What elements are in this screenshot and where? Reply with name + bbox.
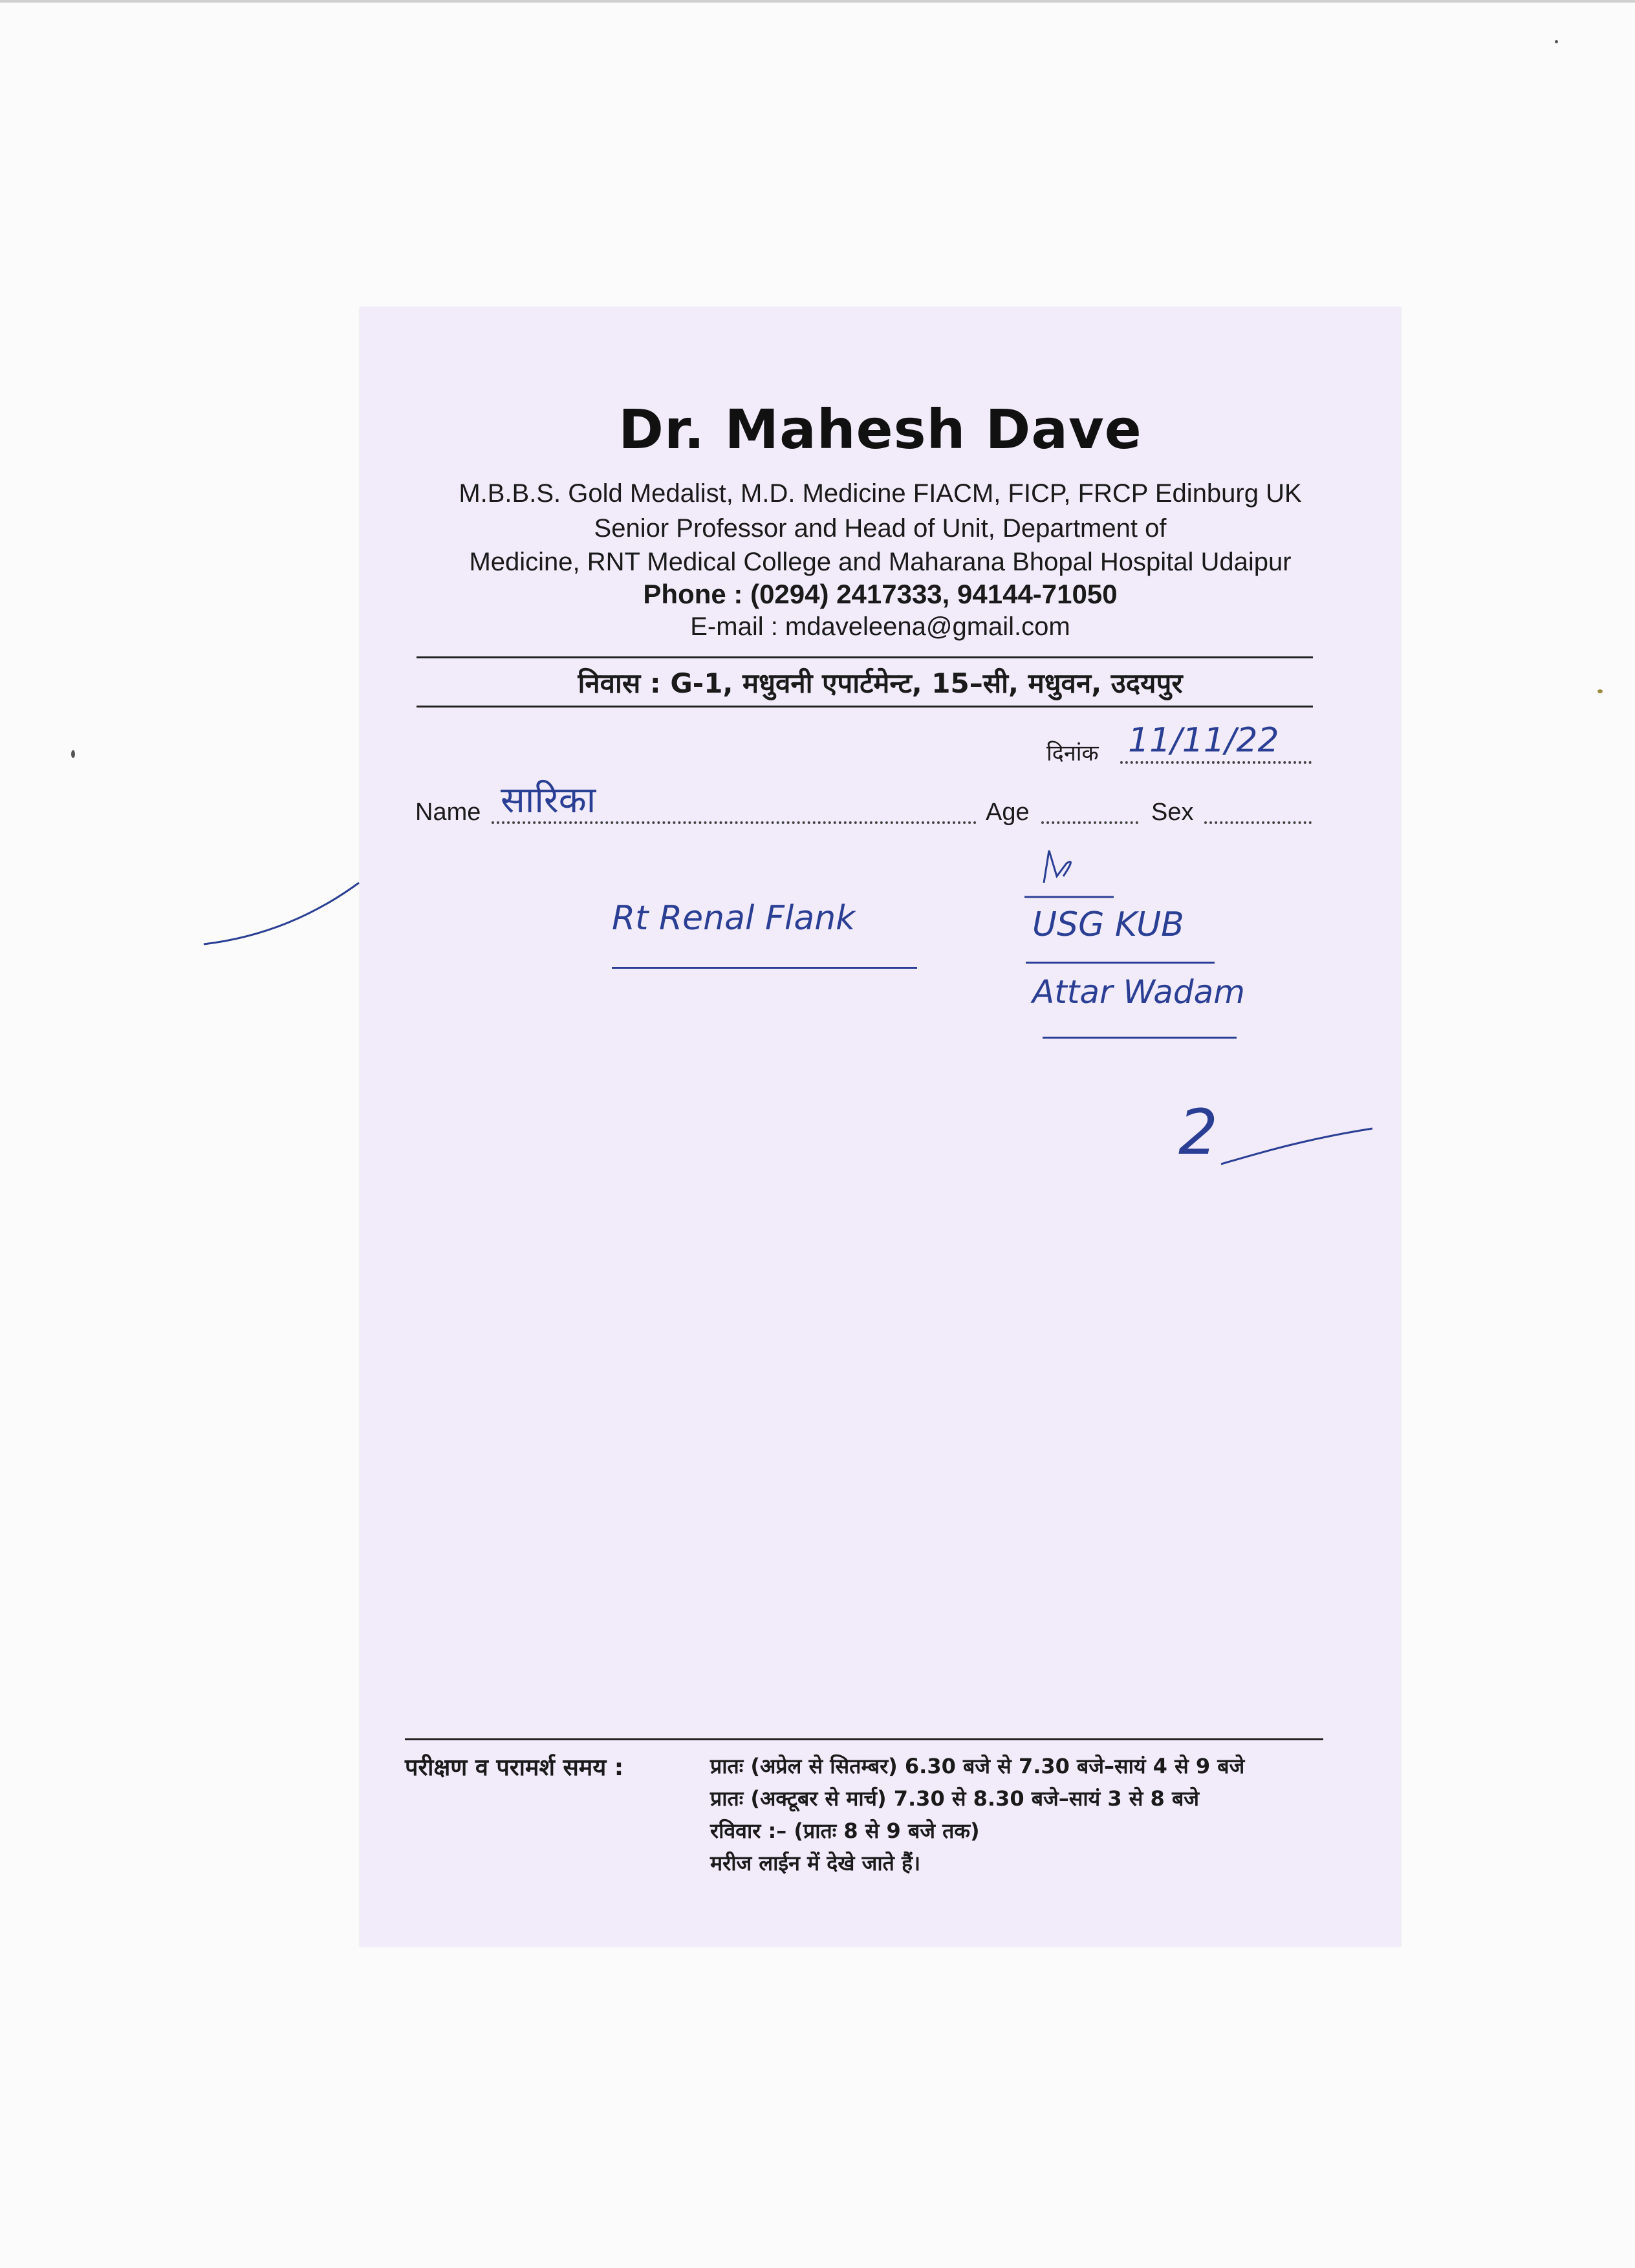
age-dotted-line bbox=[1041, 821, 1138, 824]
rx-mark-icon bbox=[1018, 837, 1115, 902]
rx-note-2: Attar Wadam bbox=[1032, 973, 1245, 1011]
qualifications: M.B.B.S. Gold Medalist, M.D. Medicine FIACM, FICP, FRCP Edinburg UK bbox=[459, 479, 1302, 508]
date-handwritten: 11/11/22 bbox=[1128, 721, 1279, 760]
rx-note-left-underline bbox=[612, 967, 917, 969]
doctor-name: Dr. Mahesh Dave bbox=[618, 398, 1142, 461]
phone-number: Phone : (0294) 2417333, 94144-71050 bbox=[643, 579, 1118, 609]
timing-line-3: रविवार :– (प्रातः 8 से 9 बजे तक) bbox=[710, 1819, 980, 1843]
header-divider-bottom bbox=[417, 706, 1313, 707]
header-divider-top bbox=[417, 656, 1313, 658]
footer-divider bbox=[405, 1738, 1323, 1740]
dust-speck bbox=[71, 750, 75, 758]
date-dotted-line bbox=[1120, 761, 1312, 764]
name-label: Name bbox=[415, 799, 481, 826]
age-label: Age bbox=[986, 799, 1030, 826]
position-line-1: Senior Professor and Head of Unit, Department of bbox=[594, 514, 1167, 543]
dust-speck bbox=[1555, 40, 1558, 43]
sex-dotted-line bbox=[1204, 821, 1312, 824]
prescription-pad bbox=[360, 307, 1401, 1947]
position-line-2: Medicine, RNT Medical College and Maharana Bhopal Hospital Udaipur bbox=[469, 548, 1292, 576]
email-address: E-mail : mdaveleena@gmail.com bbox=[690, 612, 1070, 641]
residence-address: निवास : G-1, मधुवनी एपार्टमेन्ट, 15–सी, मधुवन, उदयपुर bbox=[578, 667, 1183, 699]
dust-speck bbox=[1597, 689, 1603, 693]
signature-stroke bbox=[1220, 1125, 1375, 1171]
rx-note-1: USG KUB bbox=[1032, 905, 1184, 944]
stray-pen-stroke bbox=[200, 880, 362, 951]
consultation-timing-label: परीक्षण व परामर्श समय : bbox=[405, 1755, 624, 1781]
timing-line-2: प्रातः (अक्टूबर से मार्च) 7.30 से 8.30 बजे–सायं 3 से 8 बजे bbox=[710, 1786, 1199, 1811]
rx-note-1-underline bbox=[1026, 962, 1215, 964]
rx-note-2-underline bbox=[1043, 1037, 1237, 1039]
rx-note-left: Rt Renal Flank bbox=[612, 899, 856, 938]
date-label: दिनांक bbox=[1046, 740, 1099, 766]
signature-mark: 2 bbox=[1178, 1096, 1218, 1169]
patient-name-handwritten: सारिका bbox=[501, 779, 596, 821]
scan-edge bbox=[0, 0, 1635, 3]
timing-line-4: मरीज लाईन में देखे जाते हैं। bbox=[710, 1851, 921, 1875]
sex-label: Sex bbox=[1151, 799, 1194, 826]
timing-line-1: प्रातः (अप्रेल से सितम्बर) 6.30 बजे से 7.30 बजे–सायं 4 से 9 बजे bbox=[710, 1754, 1245, 1778]
